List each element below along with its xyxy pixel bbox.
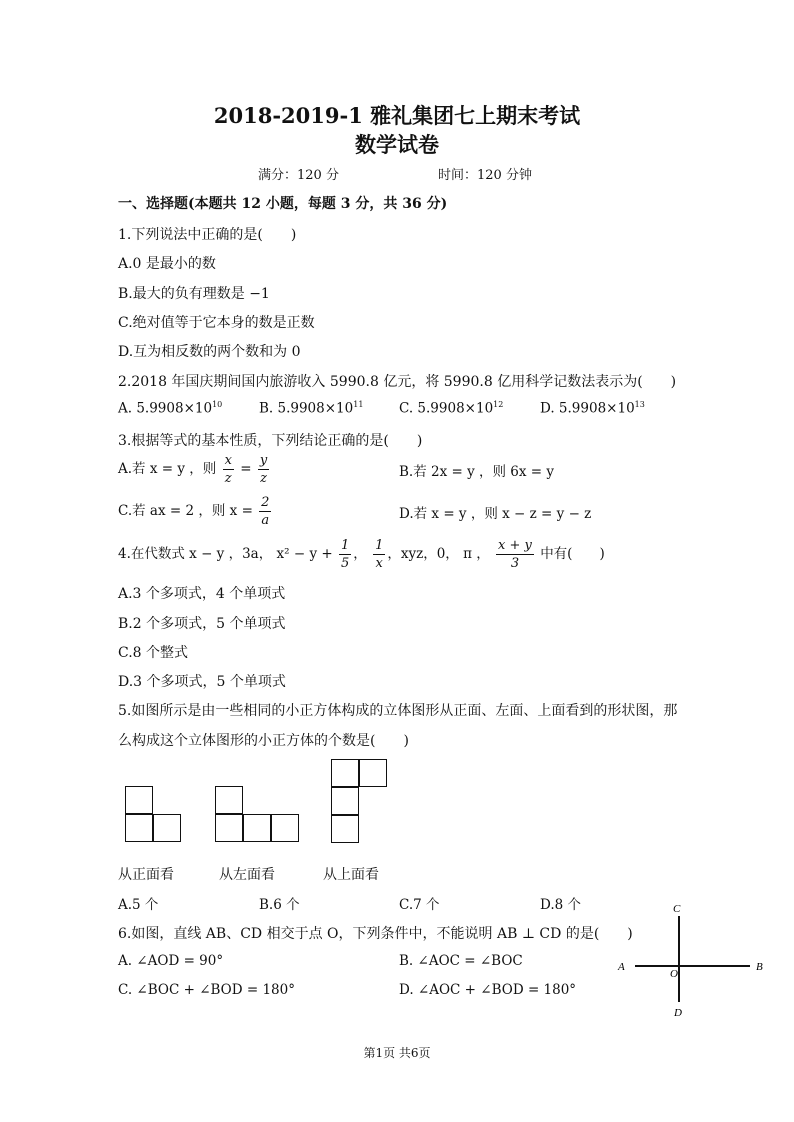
q1-option-d: D.互为相反数的两个数和为 0 xyxy=(118,344,301,360)
cube-square xyxy=(331,759,359,787)
q1-option-c: C.绝对值等于它本身的数是正数 xyxy=(118,315,315,331)
q4-option-b: B.2 个多项式，5 个单项式 xyxy=(118,616,286,632)
q1-option-b: B.最大的负有理数是 −1 xyxy=(118,286,270,302)
q2-option-a: A. $5.9908\times 10^{10}$ xyxy=(118,400,223,417)
caption-front-view: 从正面看 xyxy=(118,867,174,883)
q1-option-a: A.0 是最小的数 xyxy=(118,256,216,272)
q6-option-c: C. ∠BOC + ∠BOD = 180° xyxy=(118,982,295,998)
full-score: 满分：120 分 xyxy=(258,168,339,183)
cube-square xyxy=(215,814,243,842)
caption-left-view: 从左面看 xyxy=(219,867,275,883)
q2-option-c: C. $5.9908\times 10^{12}$ xyxy=(399,400,504,417)
q2-option-d: D. $5.9908\times 10^{13}$ xyxy=(540,400,645,417)
fraction: $\frac{x + y}{3}$ xyxy=(498,538,532,571)
q5-stem-line2: 么构成这个立体图形的小正方体的个数是( ) xyxy=(118,733,409,749)
q6-option-d: D. ∠AOC + ∠BOD = 180° xyxy=(399,982,577,998)
fraction: $\frac{1}{x}$ xyxy=(375,538,384,571)
q5-option-d: D.8 个 xyxy=(540,897,582,913)
front-view-figure xyxy=(125,786,185,844)
top-view-figure xyxy=(331,759,391,845)
q6-option-b: B. ∠AOC = ∠BOC xyxy=(399,953,523,969)
cube-square xyxy=(215,786,243,814)
q5-option-c: C.7 个 xyxy=(399,897,440,913)
q3-option-c: C.若 ax = 2 ，则 x = $\frac{2}{a}$ xyxy=(118,495,270,528)
cube-square xyxy=(125,786,153,814)
cube-square xyxy=(331,787,359,815)
q2-stem: 2.2018 年国庆期间国内旅游收入 5990.8 亿元，将 5990.8 亿用科学记数法表示为( ) xyxy=(118,374,677,390)
time-limit: 时间：120 分钟 xyxy=(438,168,532,183)
point-a-label: A xyxy=(618,961,625,973)
q3-option-b: B.若 2x = y ，则 6x = y xyxy=(399,464,555,480)
fraction: $\frac{y}{z}$ xyxy=(259,453,268,486)
q4-option-a: A.3 个多项式，4 个单项式 xyxy=(118,586,286,602)
q5-option-b: B.6 个 xyxy=(259,897,300,913)
caption-top-view: 从上面看 xyxy=(323,867,379,883)
q4-option-d: D.3 个多项式，5 个单项式 xyxy=(118,674,286,690)
point-b-label: B xyxy=(756,961,763,973)
q1-stem: 1.下列说法中正确的是( ) xyxy=(118,227,297,243)
fraction: $\frac{x}{z}$ xyxy=(224,453,232,486)
cube-square xyxy=(331,815,359,843)
point-d-label: D xyxy=(674,1007,682,1019)
q6-stem: 6.如图，直线 AB、CD 相交于点 O，下列条件中，不能说明 AB ⊥ CD 的是( ) xyxy=(118,926,633,942)
section-heading: 一、选择题(本题共 12 小题，每题 3 分，共 36 分) xyxy=(118,196,448,212)
exam-title: 2018-2019-1 雅礼集团七上期末考试 xyxy=(213,103,581,128)
cube-square xyxy=(243,814,271,842)
q5-stem-line1: 5.如图所示是由一些相同的小正方体构成的立体图形从正面、左面、上面看到的形状图，那 xyxy=(118,703,678,719)
cube-square xyxy=(153,814,181,842)
cube-square xyxy=(125,814,153,842)
q4-stem: 4.在代数式 x − y ，3a， x² − y + $\frac{1}{5}$ ， $\frac{1}{x}$ ，xyz，0， π ， $\frac{x + y}{3}$ 中有( ) xyxy=(118,538,605,571)
cube-square xyxy=(271,814,299,842)
fraction: $\frac{2}{a}$ xyxy=(261,495,270,528)
cube-square xyxy=(359,759,387,787)
point-o-label: O xyxy=(670,968,678,980)
q3-option-d: D.若 x = y ，则 x − z = y − z xyxy=(399,506,592,522)
q4-option-c: C.8 个整式 xyxy=(118,645,189,661)
point-c-label: C xyxy=(673,903,681,915)
page-footer: 第1页 共6页 xyxy=(363,1046,431,1060)
fraction: $\frac{1}{5}$ xyxy=(340,538,350,571)
exam-subtitle: 数学试卷 xyxy=(355,132,439,157)
q2-option-b: B. $5.9908\times 10^{11}$ xyxy=(259,400,364,417)
q3-stem: 3.根据等式的基本性质，下列结论正确的是( ) xyxy=(118,433,423,449)
q3-option-a: A.若 x = y ，则 $\frac{x}{z}$ = $\frac{y}{z}$ xyxy=(118,453,268,486)
q5-option-a: A.5 个 xyxy=(118,897,159,913)
perpendicular-lines-diagram xyxy=(610,898,770,1022)
q6-option-a: A. ∠AOD = 90° xyxy=(118,953,224,969)
left-view-figure xyxy=(215,786,305,844)
